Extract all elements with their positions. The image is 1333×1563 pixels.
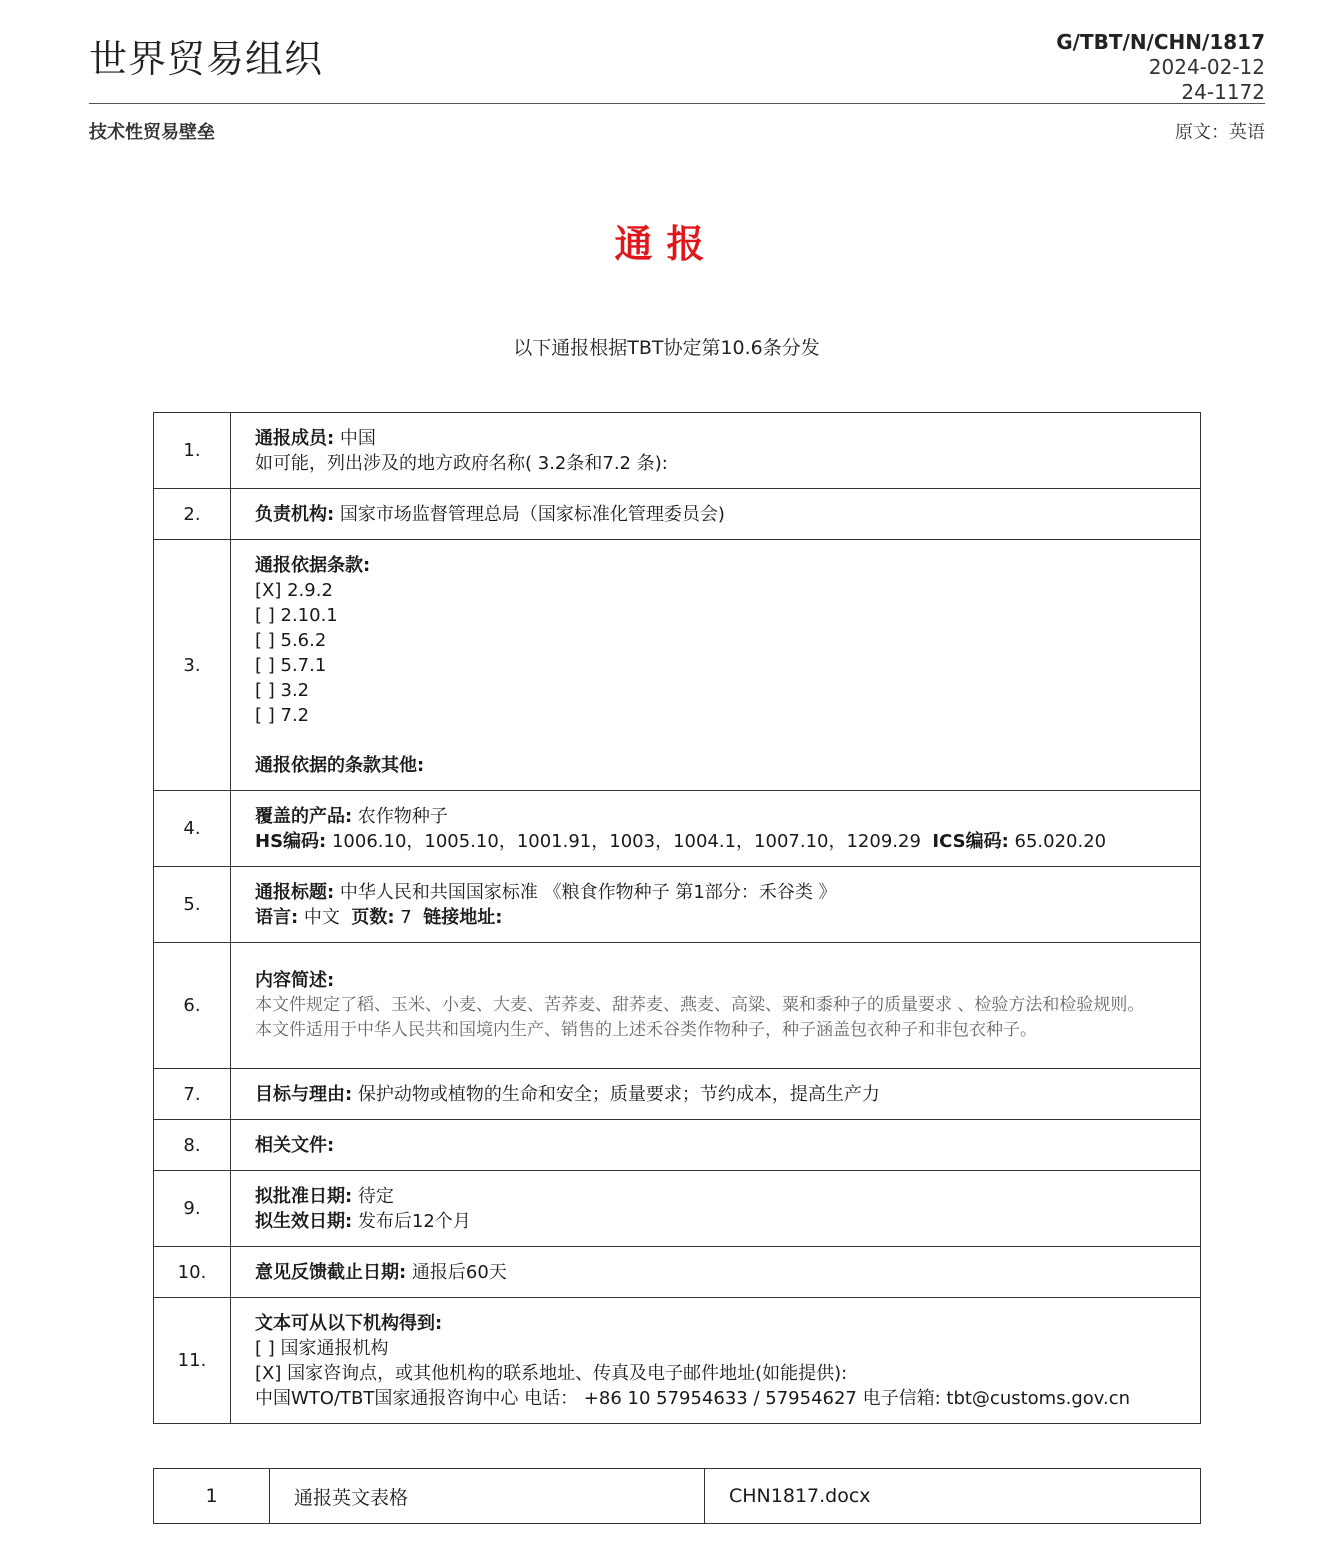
table-row [154, 540, 1201, 791]
document-symbol: G/TBT/N/CHN/1817 [1056, 30, 1265, 54]
field-label: 内容简述: [255, 970, 335, 991]
notification-table [153, 412, 1201, 1424]
table-row [154, 489, 1201, 540]
field-label: 通报标题: [255, 881, 335, 903]
field-label: 拟生效日期: [255, 1210, 353, 1232]
field-value: 待定 [352, 1185, 394, 1207]
row-number: 2. [154, 489, 231, 540]
document-date: 2024-02-12 [1148, 55, 1265, 79]
field-label: 文本可从以下机构得到: [255, 1312, 443, 1334]
field-label: 拟批准日期: [255, 1185, 353, 1207]
field-text: 如可能，列出涉及的地方政府名称( 3.2条和7.2 条): [255, 452, 668, 474]
row-number: 1. [154, 413, 231, 489]
field-label: 通报依据条款: [255, 554, 371, 576]
checkbox-item: [ ] 5.7.1 [255, 654, 327, 676]
field-label: 通报依据的条款其他: [255, 754, 425, 776]
table-row [154, 943, 1201, 1069]
page-subtitle: 以下通报根据TBT协定第10.6条分发 [513, 337, 820, 359]
row-content [231, 489, 1201, 540]
row-number: 4. [154, 791, 231, 867]
field-value: 7 [394, 906, 424, 928]
field-value: 国家市场监督管理总局（国家标准化管理委员会) [334, 503, 725, 525]
table-row [154, 413, 1201, 489]
row-content [231, 1247, 1201, 1298]
document-meta [1056, 30, 1265, 105]
field-value: 中国 [334, 427, 376, 449]
table-row [154, 1171, 1201, 1247]
field-value: 65.020.20 [1008, 830, 1107, 852]
row-content [231, 867, 1201, 943]
table-row [154, 791, 1201, 867]
checkbox-item: [ ] 2.10.1 [255, 604, 338, 626]
field-label: 覆盖的产品: [255, 805, 353, 827]
checkbox-item: [ ] 5.6.2 [255, 629, 327, 651]
row-number: 8. [154, 1120, 231, 1171]
field-label: HS编码: [255, 830, 327, 852]
field-label: 负责机构: [255, 503, 335, 525]
field-label: 页数: [351, 906, 395, 928]
row-number: 5. [154, 867, 231, 943]
table-row [154, 1120, 1201, 1171]
field-label: 语言: [255, 906, 299, 928]
attachment-name: 通报英文表格 [270, 1469, 705, 1524]
document-number: 24-1172 [1181, 80, 1265, 104]
checkbox-item: [X] 2.9.2 [255, 579, 333, 601]
attachment-table [153, 1468, 1201, 1524]
field-label: 链接地址: [423, 906, 503, 928]
row-number: 11. [154, 1298, 231, 1424]
table-row [154, 867, 1201, 943]
committee-name: 技术性贸易壁垒 [89, 122, 215, 143]
field-label: 意见反馈截止日期: [255, 1261, 407, 1283]
row-content [231, 1298, 1201, 1424]
checkbox-item: [ ] 3.2 [255, 679, 310, 701]
page-title: 通报 [614, 222, 719, 266]
row-number: 6. [154, 943, 231, 1069]
table-row [154, 1469, 1201, 1524]
row-number: 10. [154, 1247, 231, 1298]
organization-name: 世界贸易组织 [89, 37, 324, 81]
field-value: 通报后60天 [406, 1261, 507, 1283]
field-value: 1006.10，1005.10，1001.91，1003，1004.1，1007.10，1209.29 [326, 830, 933, 852]
field-label: 通报成员: [255, 427, 335, 449]
contact-info: 中国WTO/TBT国家通报咨询中心 电话： +86 10 57954633 / 57954627 电子信箱: tbt@customs.gov.cn [255, 1387, 1131, 1409]
row-content [231, 1120, 1201, 1171]
table-row [154, 1298, 1201, 1424]
spacer [255, 728, 1180, 753]
row-content [231, 413, 1201, 489]
table-row [154, 1247, 1201, 1298]
field-label: 目标与理由: [255, 1083, 353, 1105]
description-text: 本文件规定了稻、玉米、小麦、大麦、苦荞麦、甜荞麦、燕麦、高粱、粟和黍种子的质量要求 、检验方法和检验规则。 [255, 995, 1145, 1015]
row-content [231, 1069, 1201, 1120]
row-number: 9. [154, 1171, 231, 1247]
row-content [231, 943, 1201, 1069]
field-value: 中文 [298, 906, 352, 928]
table-row [154, 1069, 1201, 1120]
row-content [231, 791, 1201, 867]
description-text: 本文件适用于中华人民共和国境内生产、销售的上述禾谷类作物种子，种子涵盖包衣种子和非包衣种子。 [255, 1020, 1037, 1040]
field-label: 相关文件: [255, 1134, 335, 1156]
checkbox-item: [X] 国家咨询点，或其他机构的联系地址、传真及电子邮件地址(如能提供): [255, 1362, 848, 1384]
field-label: ICS编码: [932, 830, 1009, 852]
row-content [231, 1171, 1201, 1247]
checkbox-item: [ ] 国家通报机构 [255, 1337, 389, 1359]
field-value: 发布后12个月 [352, 1210, 471, 1232]
row-number: 7. [154, 1069, 231, 1120]
original-language: 原文：英语 [1175, 122, 1265, 143]
row-content [231, 540, 1201, 791]
checkbox-item: [ ] 7.2 [255, 704, 310, 726]
header-divider [89, 103, 1265, 104]
field-value: 农作物种子 [352, 805, 448, 827]
row-number: 3. [154, 540, 231, 791]
attachment-file-link[interactable]: CHN1817.docx [705, 1469, 1201, 1524]
field-value: 中华人民和共国国家标准 《粮食作物种子 第1部分：禾谷类 》 [334, 881, 837, 903]
field-value: 保护动物或植物的生命和安全；质量要求；节约成本，提高生产力 [352, 1083, 880, 1105]
attachment-index: 1 [154, 1469, 270, 1524]
